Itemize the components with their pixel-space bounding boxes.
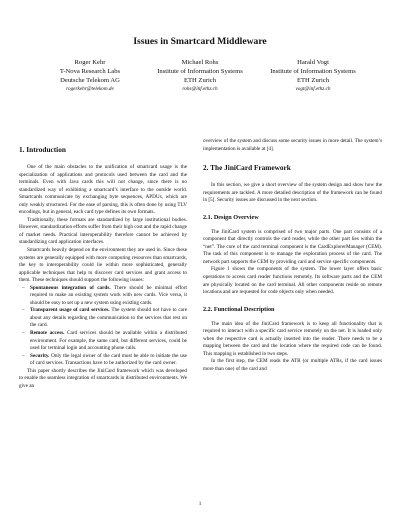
list-item-heading: Spontaneous integration of cards. xyxy=(30,284,111,291)
list-item xyxy=(19,353,187,368)
list-item-text: Only the legal owner of the card must be able to initiate the use of card services. Transactions have to be authorized by the card owner. xyxy=(30,352,187,367)
paragraph: This paper shortly describes the JiniCard framework which was developed to enable the seamless integration of smartcards in distributed environments. We give an xyxy=(19,367,187,389)
author-affiliation: Deutsche Telekom AG xyxy=(60,77,120,84)
paragraph: Traditionally, these formats are standardized by large institutional bodies. However, standardization efforts suffer from their high cost and the rapid change of market needs. Practical interoperability therefore cannot be achieved by standardizing card application interfaces. xyxy=(19,216,187,246)
paragraph: One of the main obstacles to the unification of smartcard usage is the specialization of applications and protocols used between the card and the terminals. Even with Java cards this will not change, since there is no standardized way of exhibiting a smartcard’s interface to the outside world. Smartcards communicate by exchanging byte sequences, APDUs, which are only weakly structured. For the ease of parsing, this is often done by using TLV encodings, but in general, each card type defines its own formats. xyxy=(19,164,187,216)
section-heading: 1. Introduction xyxy=(19,145,66,154)
author-3 xyxy=(248,58,378,94)
list-item-heading: Transparent usage of card services. xyxy=(30,307,110,314)
list-item-text: There should be minimal effort required to make an existing system work with new cards. Vice versa, it should be easy to set up a new system using existing cards. xyxy=(30,284,187,306)
paragraph: Smartcards heavily depend on the environment they are used in. Since these systems are generally equipped with more computing resources than smartcards, the key to interoperability could lie within more sophisticated, generally applicable techniques that help to discover card services and grant access to them. These techniques should support the following issues: xyxy=(19,247,187,284)
list-item-text: The system should not have to care about any details regarding the communication to the services that rest on the card. xyxy=(30,307,187,329)
paragraph: overview of the system and discuss some security issues in more detail. The system’s implementation is available at [4]. xyxy=(203,138,382,152)
paragraph: In this section, we give a short overview of the system design and show how the requirements are tackled. A more detailed description of the framework can be found in [5]. Security issues are discussed in the next section. xyxy=(203,182,382,204)
author-name: Harald Vogt xyxy=(297,59,329,66)
author-email: rogerkehr@telekom.de xyxy=(66,86,114,92)
author-block xyxy=(0,58,400,118)
author-email: rohs@inf.ethz.ch xyxy=(182,86,218,92)
subsection-heading: 2.1. Design Overview xyxy=(203,213,259,221)
author-affiliation: ETH Zurich xyxy=(296,77,330,84)
paragraph: Figure 1 shows the components of the system. The lower layer offers basic operations to access card reader functions remotely. Its software parts and the CEM are physically located on the card terminal. All other components reside on remote locations and are requested for code objects only when needed. xyxy=(203,266,382,296)
author-name: Roger Kehr xyxy=(74,59,106,66)
list-item xyxy=(19,330,187,353)
subsection-heading: 2.2. Functional Description xyxy=(203,305,275,313)
author-affiliation: Institute of Information Systems xyxy=(157,68,243,75)
list-item-heading: Remote access. xyxy=(30,330,65,337)
left-column xyxy=(19,145,187,390)
author-affiliation: Institute of Information Systems xyxy=(270,68,356,75)
author-affiliation: T-Nova Research Labs xyxy=(59,68,121,75)
section-heading: 2. The JiniCard Framework xyxy=(203,163,291,173)
list-item xyxy=(19,285,187,308)
paragraph: The JiniCard system is comprised of two major parts. One part consists of a component that directly controls the card reader, while the other part lies within the “net”. The core of the card terminal component is the CardExplorerManager (CEM). The task of this component is to manage the exploration process of the card. The network part supports the CEM by providing card and service specific components. xyxy=(203,228,382,265)
requirements-list xyxy=(19,285,187,368)
author-email: vogt@inf.ethz.ch xyxy=(295,86,331,92)
author-2 xyxy=(135,58,265,94)
right-column xyxy=(203,138,382,373)
paragraph: The main idea of the JiniCard framework is to keep all functionality that is required to interact with a specific card service remotely on the net. It is loaded only when the respective card is actually inserted into the reader. There needs to be a mapping between the card and the location where the required code can be found. This mapping is established in two steps. xyxy=(203,320,382,357)
list-item xyxy=(19,307,187,330)
page-number: 1 xyxy=(198,501,202,507)
author-affiliation: ETH Zurich xyxy=(183,77,217,84)
paper-title: Issues in Smartcard Middleware xyxy=(133,36,267,47)
author-name: Michael Rohs xyxy=(181,59,219,66)
paragraph: In the first step, the CEM reads the ATR (or multiple ATRs, if the card issues more than one) of the card and xyxy=(203,358,382,372)
list-item-text: Card services should be available within a distributed environment. For example, the same card, but different services, could be used for terminal login and accounting phone calls. xyxy=(30,330,187,352)
list-item-heading: Security. xyxy=(30,352,50,359)
